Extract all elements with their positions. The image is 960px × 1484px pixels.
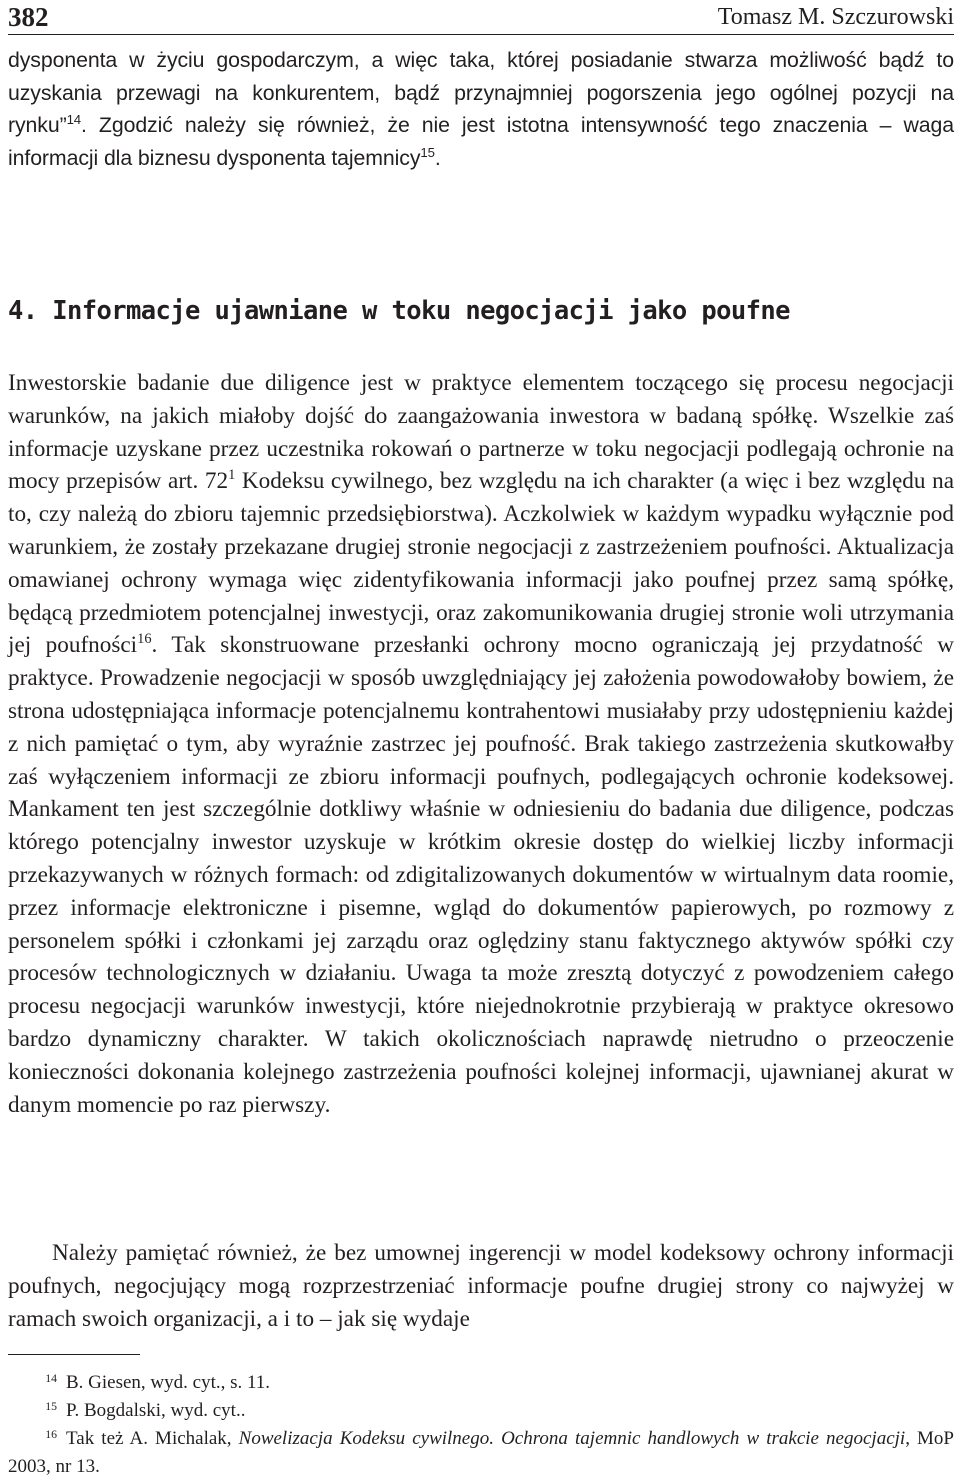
footnote-text: B. Giesen, wyd. cyt., s. 11. [66,1372,271,1393]
page-number: 382 [8,2,49,32]
footnote-text: Tak też A. Michalak, [66,1428,239,1449]
paragraph-text: Inwestorskie badanie due diligence jest w praktyce elementem toczącego się procesu negocjacji warunków, na jakich miałoby dojść do zaangażowania inwestora w badaną spółkę. Wszelkie zaś informacje uzyskane przez uczestnika rokowań o partnerze w toku negocjacji podlegają ochronie na mocy przepisów art. 72 [8,370,954,495]
paragraph-main [8,367,954,1121]
running-head-author: Tomasz M. Szczurowski [717,4,954,30]
footnote-14: 14 B. Giesen, wyd. cyt., s. 11. [45,1371,271,1393]
paragraph-text: dysponenta w życiu gospodarczym, a więc taka, której posiadanie stwarza możliwość bądź to uzyskania przewagi na konkurentem, bądź przynajmniej pogorszenia jego ogólnej pozycji na rynku” [8,48,954,138]
footnote-16: 16 Tak też A. Michalak, Nowelizacja Kodeksu cywilnego. Ochrona tajemnic handlowych w trakcie negocjacji, MoP 2003, nr 13. [8,1427,954,1477]
paragraph-text: . Zgodzić należy się również, że nie jest istotna intensywność tego znaczenia – waga informacji dla biznesu dysponenta tajemnicy [8,113,954,170]
footnote-text: , MoP 2003, nr 13. [8,1428,954,1477]
footnote-text: P. Bogdalski, wyd. cyt.. [66,1400,246,1421]
footnote-ref-16[interactable]: 16 [137,631,152,648]
footnotes [8,1369,954,1481]
page-header [8,0,954,35]
footnote-ref-14[interactable]: 14 [66,112,82,127]
footnote-15: 15 P. Bogdalski, wyd. cyt.. [45,1399,246,1421]
article-superscript: 1 [228,467,236,484]
footnote-separator [8,1354,140,1355]
paragraph-text: Kodeksu cywilnego, bez względu na ich charakter (a więc i bez względu na to, czy należą do zbioru tajemnic przedsiębiorstwa). Aczkolwiek w każdym wypadku wyłącznie pod warunkiem, że zostały przekazane drugiej stronie negocjacji z zastrzeżeniem poufności. Aktualizacja omawianej ochrony wymaga więc zidentyfikowania informacji jako poufnej przez samą spółkę, będącą przedmiotem potencjalnej inwestycji, oraz zakomunikowania drugiej stronie woli utrzymania jej poufności [8,468,954,659]
paragraph-text: . [434,145,441,170]
paragraph-text: . Tak skonstruowane przesłanki ochrony mocno ograniczają jej przydatność w praktyce. Prowadzenie negocjacji w sposób uwzględniający jej założenia powodowałoby bowiem, że strona udostępniająca informacje potencjalnemu kontrahentowi musiałaby przy udostępnieniu każdej z nich pamiętać o tym, aby wyraźnie zastrzec jej poufność. Brak takiego zastrzeżenia skutkowałby zaś wyłączeniem informacji ze zbioru informacji poufnych, podlegających ochronie kodeksowej. Mankament ten jest szczególnie dotkliwy właśnie w odniesieniu do badania due diligence, podczas którego potencjalny inwestor uzyskuje w krótkim okresie dostęp do wielkiej liczby informacji przekazywanych w różnych formach: od zdigitalizowanych dokumentów w wirtualnym data roomie, przez informacje elektroniczne i pisemne, wgląd do dokumentów papierowych, po rozmowy z personelem spółki i członkami jej zarządu oraz oględziny stanu faktycznego aktywów spółki czy procesów technologicznych w działaniu. Uwaga ta może zresztą dotyczyć z powodzeniem całego procesu negocjacji warunków inwestycji, które niejednokrotnie przybierają w praktyce okresowo bardzo dynamiczny charakter. W takich okolicznościach naprawdę nietrudno o przeoczenie konieczności dokonania kolejnego zastrzeżenia poufności kolejnej informacji, ujawnianej akurat w danym momencie po raz pierwszy. [8,632,955,1118]
paragraph-final: Należy pamiętać również, że bez umownej ingerencji w model kodeksowy ochrony informacji poufnych, negocjujący mogą rozprzestrzeniać informacje poufne drugiej strony co najwyżej w ramach swoich organizacji, a i to – jak się wydaje [8,1240,954,1332]
footnote-ref-15[interactable]: 15 [420,144,435,160]
footnote-title-italic: Nowelizacja Kodeksu cywilnego. Ochrona tajemnic handlowych w trakcie negocjacji [238,1428,906,1449]
paragraph-continuation [8,44,954,174]
section-heading: 4. Informacje ujawniane w toku negocjacji jako poufne [8,296,790,326]
